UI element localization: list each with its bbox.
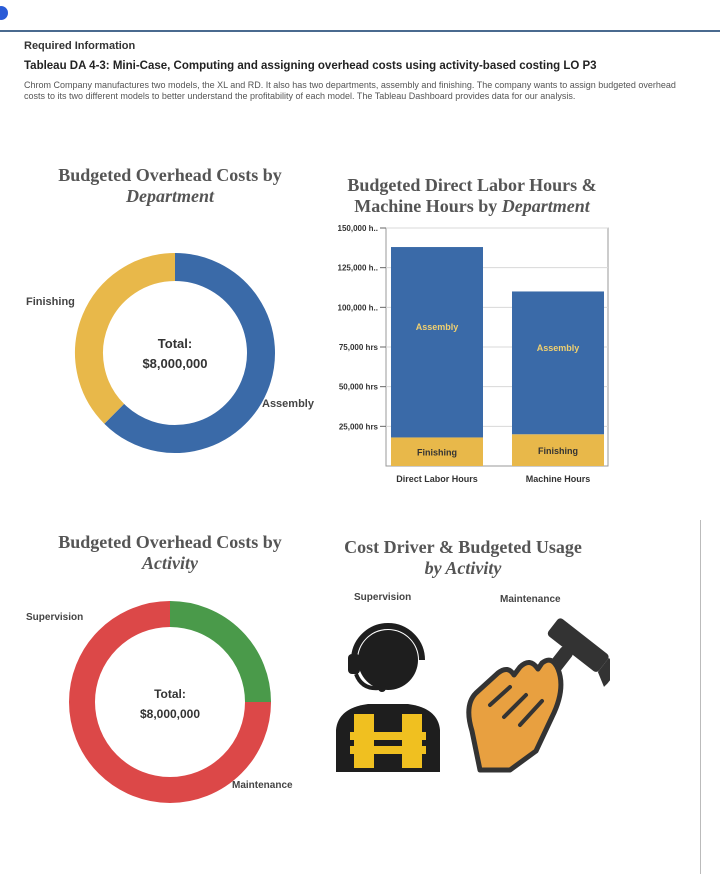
- y-tick-label: 100,000 h..: [337, 303, 378, 313]
- cost-driver-title-line2: by Activity: [424, 558, 502, 578]
- labor-bar-title-line2a: Machine Hours by: [354, 196, 502, 216]
- dept-total-value: $8,000,000: [142, 356, 208, 371]
- bar-label-assembly: Assembly: [415, 322, 459, 333]
- case-title: Tableau DA 4-3: Mini-Case, Computing and assigning overhead costs using activity-based costing LO P3: [24, 60, 597, 72]
- y-tick-label: 25,000 hrs: [338, 422, 378, 432]
- window-corner-dot: [0, 6, 8, 20]
- supervisor-headset-icon: [328, 622, 448, 772]
- donut-label-assembly: Assembly: [262, 398, 314, 410]
- cost-driver-title: [318, 537, 608, 579]
- cost-driver-title-line1: Cost Driver & Budgeted Usage: [344, 537, 582, 557]
- bar-assembly: [512, 291, 604, 434]
- labor-bar-title: [322, 175, 622, 217]
- dept-donut-title-line1: Budgeted Overhead Costs by: [58, 165, 282, 185]
- required-information-label: Required Information: [24, 40, 136, 52]
- bar-label-assembly: Assembly: [536, 342, 580, 353]
- activity-donut-total: [120, 684, 220, 724]
- labor-bar-chart: [310, 218, 620, 488]
- activity-donut-title-line2: Activity: [142, 553, 198, 573]
- y-tick-label: 125,000 h..: [337, 263, 378, 273]
- donut-label-finishing: Finishing: [26, 296, 75, 308]
- driver-label-maintenance: Maintenance: [500, 594, 561, 605]
- dept-total-label: Total:: [157, 336, 193, 351]
- bar-assembly: [391, 247, 483, 437]
- activity-total-label: Total:: [154, 687, 186, 701]
- x-category-label: Machine Hours: [525, 474, 591, 484]
- bar-label-finishing: Finishing: [538, 446, 578, 457]
- donut-label-supervision: Supervision: [26, 612, 84, 623]
- panel-edge: [700, 520, 701, 874]
- header-divider: [0, 30, 720, 32]
- dept-donut-total: [125, 334, 225, 374]
- donut-label-maintenance: Maintenance: [232, 780, 293, 791]
- hammer-glove-icon: [450, 605, 610, 775]
- labor-bar-title-line2b: Department: [501, 196, 590, 216]
- x-category-label: Direct Labor Hours: [396, 474, 478, 484]
- dept-donut-title: [30, 165, 310, 207]
- y-tick-label: 150,000 h..: [337, 224, 378, 233]
- activity-donut-title-line1: Budgeted Overhead Costs by: [58, 532, 282, 552]
- labor-bar-title-line1: Budgeted Direct Labor Hours &: [347, 175, 597, 195]
- activity-donut-title: [30, 532, 310, 574]
- driver-label-supervision: Supervision: [354, 592, 412, 603]
- bar-label-finishing: Finishing: [417, 447, 457, 458]
- y-tick-label: 75,000 hrs: [338, 343, 378, 352]
- activity-total-value: $8,000,000: [139, 707, 201, 721]
- y-tick-label: 50,000 hrs: [338, 382, 378, 392]
- intro-text: Chrom Company manufactures two models, the XL and RD. It also has two departments, assembly and finishing. The company wants to assign budgeted overhead costs to its two different models to better understand the profitability of each model. The Tableau Dashboard provides data for our analysis.: [24, 80, 676, 101]
- dept-donut-title-line2: Department: [126, 186, 214, 206]
